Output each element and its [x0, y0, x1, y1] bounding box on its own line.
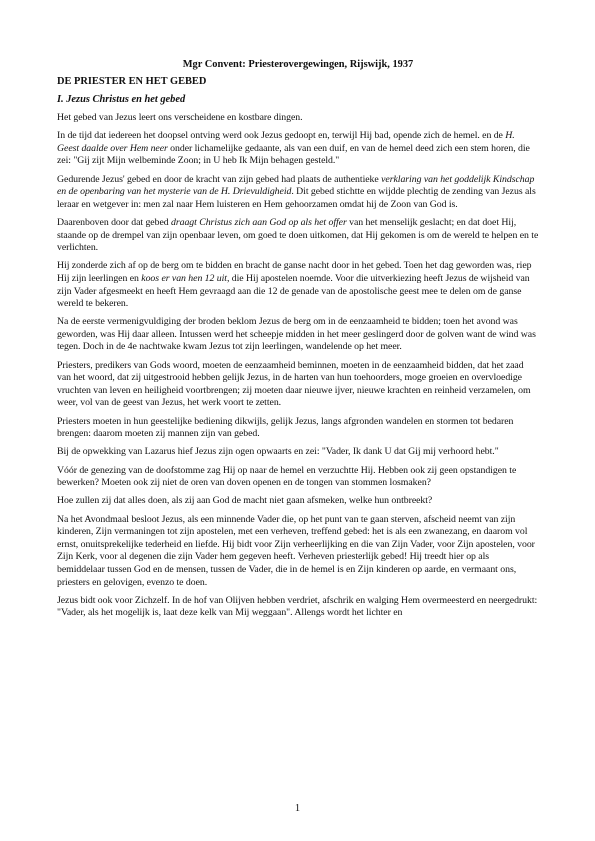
paragraph: [57, 260, 539, 310]
text-run: , die Hij apostelen noemde. Voor die uitverkiezing heeft Jezus de wijsheid van zijn Vader afgesmeekt en heeft Hem gevraagd aan die 12 de genade van de apostolische geest mee te delen om de ganse wereld te bekeren.: [57, 272, 530, 310]
paragraph: [57, 316, 539, 354]
text-run: Na het Avondmaal besloot Jezus, als een minnende Vader die, op het punt van te gaan sterven, afscheid neemt van zijn kinderen, Zijn vermaningen tot zijn apostelen, met een verheven, treffend gebed: het is als een zwanezang, en daarom vol ernst, onuitsprekelijke tederheid en liefde. Hij bidt voor Zijn verheerlijking en die van Zijn Vader, voor Zijn apostelen, voor Zijn Kerk, voor al degenen die zijn Vader hem gegeven heeft. Verheven priesterlijk gebed! Hij treedt hier op als bemiddelaar tussen God en de mensen, tussen de Vader, die in de hemel is en Zijn kinderen op aarde, en vermaant ons, priesters en gelovigen, evenzo te doen.: [57, 513, 535, 588]
text-run: Het gebed van Jezus leert ons verscheidene en kostbare dingen.: [57, 112, 303, 123]
paragraph: [57, 217, 539, 255]
text-run: Hoe zullen zij dat alles doen, als zij aan God de macht niet gaan afsmeken, welke hun ontbreekt?: [57, 495, 433, 507]
paragraph: [57, 112, 539, 125]
paragraph: [57, 174, 539, 212]
paragraph: [57, 495, 539, 508]
text-run: . Dit gebed stichtte en wijdde plechtig de zending van Jezus als leraar en wetgever in: men zal naar Hem luisteren en Hem gehoorzamen omdat hij de Zoon van God is.: [57, 186, 536, 210]
text-run: Hij zonderde zich af op de berg om te bidden en bracht de ganse nacht door in het gebed. Toen het dag geworden was, riep Hij zijn leerlingen en: [57, 260, 532, 284]
section-title: DE PRIESTER EN HET GEBED: [57, 76, 207, 87]
text-run: Jezus bidt ook voor Zichzelf. In de hof van Olijven hebben verdriet, afschrik en walging Hem overmeesterd en neergedrukt: "Vader, als het mogelijk is, laat deze kelk van Mij weggaan". Allengs wordt het lichter en: [57, 594, 538, 619]
paragraph: [57, 360, 539, 410]
paragraph: [57, 514, 539, 590]
italic-text: verklaring van het goddelijk Kindschap en de openbaring van het mysterie van de H. Drievuldigheid: [57, 173, 535, 198]
text-run: Priesters, predikers van Gods woord, moeten de eenzaamheid beminnen, moeten in de eenzaamheid bidden, dat het zaad van het woord, dat zij uitgestrooid hebben gelijk Jezus, in de harten van hun toehoorders, moge groeien en overvloedige vruchten van leven en heiligheid voortbrengen; zij moeten daar nieuwe ijver, nieuwe krachten en reinheid verzamelen, om weer, vol van de geest van Jezus, het werk voort te zetten.: [57, 359, 531, 409]
text-run: Priesters moeten in hun geestelijke bediening dikwijls, gelijk Jezus, langs afgronden wandelen en stormen tot bedaren brengen: daarom moeten zij mannen zijn van gebed.: [57, 415, 514, 440]
paragraph: [57, 465, 539, 490]
italic-text: koos er van hen 12 uit: [141, 272, 227, 284]
italic-text: H. Geest daalde over Hem neer: [57, 130, 515, 154]
italic-text: draagt Christus zich aan God op als het offer: [171, 216, 347, 228]
paragraph: [57, 446, 539, 459]
text-run: Gedurende Jezus' gebed en door de kracht van zijn gebed had plaats de authentieke: [57, 173, 382, 185]
page-number: 1: [294, 803, 301, 814]
text-run: van het menselijk geslacht; en dat doet Hij, staande op de drempel van zijn openbaar leven, om goed te doen uitkomen, dat Hij gekomen is om de wereld te helpen en te verlichten.: [57, 216, 539, 254]
text-run: onder lichamelijke gedaante, als van een duif, en van de hemel deed zich een stem horen, die zei: "Gij zijt Mijn welbeminde Zoon; in U heb Ik Mijn behagen gesteld.": [57, 142, 530, 167]
text-run: Vóór de genezing van de doofstomme zag Hij op naar de hemel en verzuchtte Hij. Hebben ook zij geen opstandigen te bewerken? Moeten ook zij niet de oren van doven openen en de tongen van stommen losmaken?: [57, 464, 517, 489]
paragraph: [57, 130, 539, 168]
document-body: [57, 112, 539, 620]
paragraph: [57, 416, 539, 441]
text-run: Daarenboven door dat gebed: [57, 216, 171, 228]
text-run: In de tijd dat iedereen het doopsel ontving werd ook Jezus gedoopt en, terwijl Hij bad, opende zich de hemel. en de: [57, 130, 506, 142]
paragraph: [57, 595, 539, 620]
document-header: Mgr Convent: Priesterovergewingen, Rijswijk, 1937: [182, 59, 414, 70]
text-run: Na de eerste vermenigvuldiging der broden beklom Jezus de berg om in de eenzaamheid te bidden; toen het avond was geworden, was Hij daar alleen. Intussen werd het scheepje midden in het meer geslingerd door de golven want de wind was tegen. Doch in de 4e nachtwake kwam Jezus tot zijn leerlingen, wandelende op het meer.: [57, 316, 536, 353]
subsection-title: I. Jezus Christus en het gebed: [57, 94, 186, 105]
text-run: Bij de opwekking van Lazarus hief Jezus zijn ogen opwaarts en zei: "Vader, Ik dank U dat Gij mij verhoord hebt.": [57, 446, 499, 458]
